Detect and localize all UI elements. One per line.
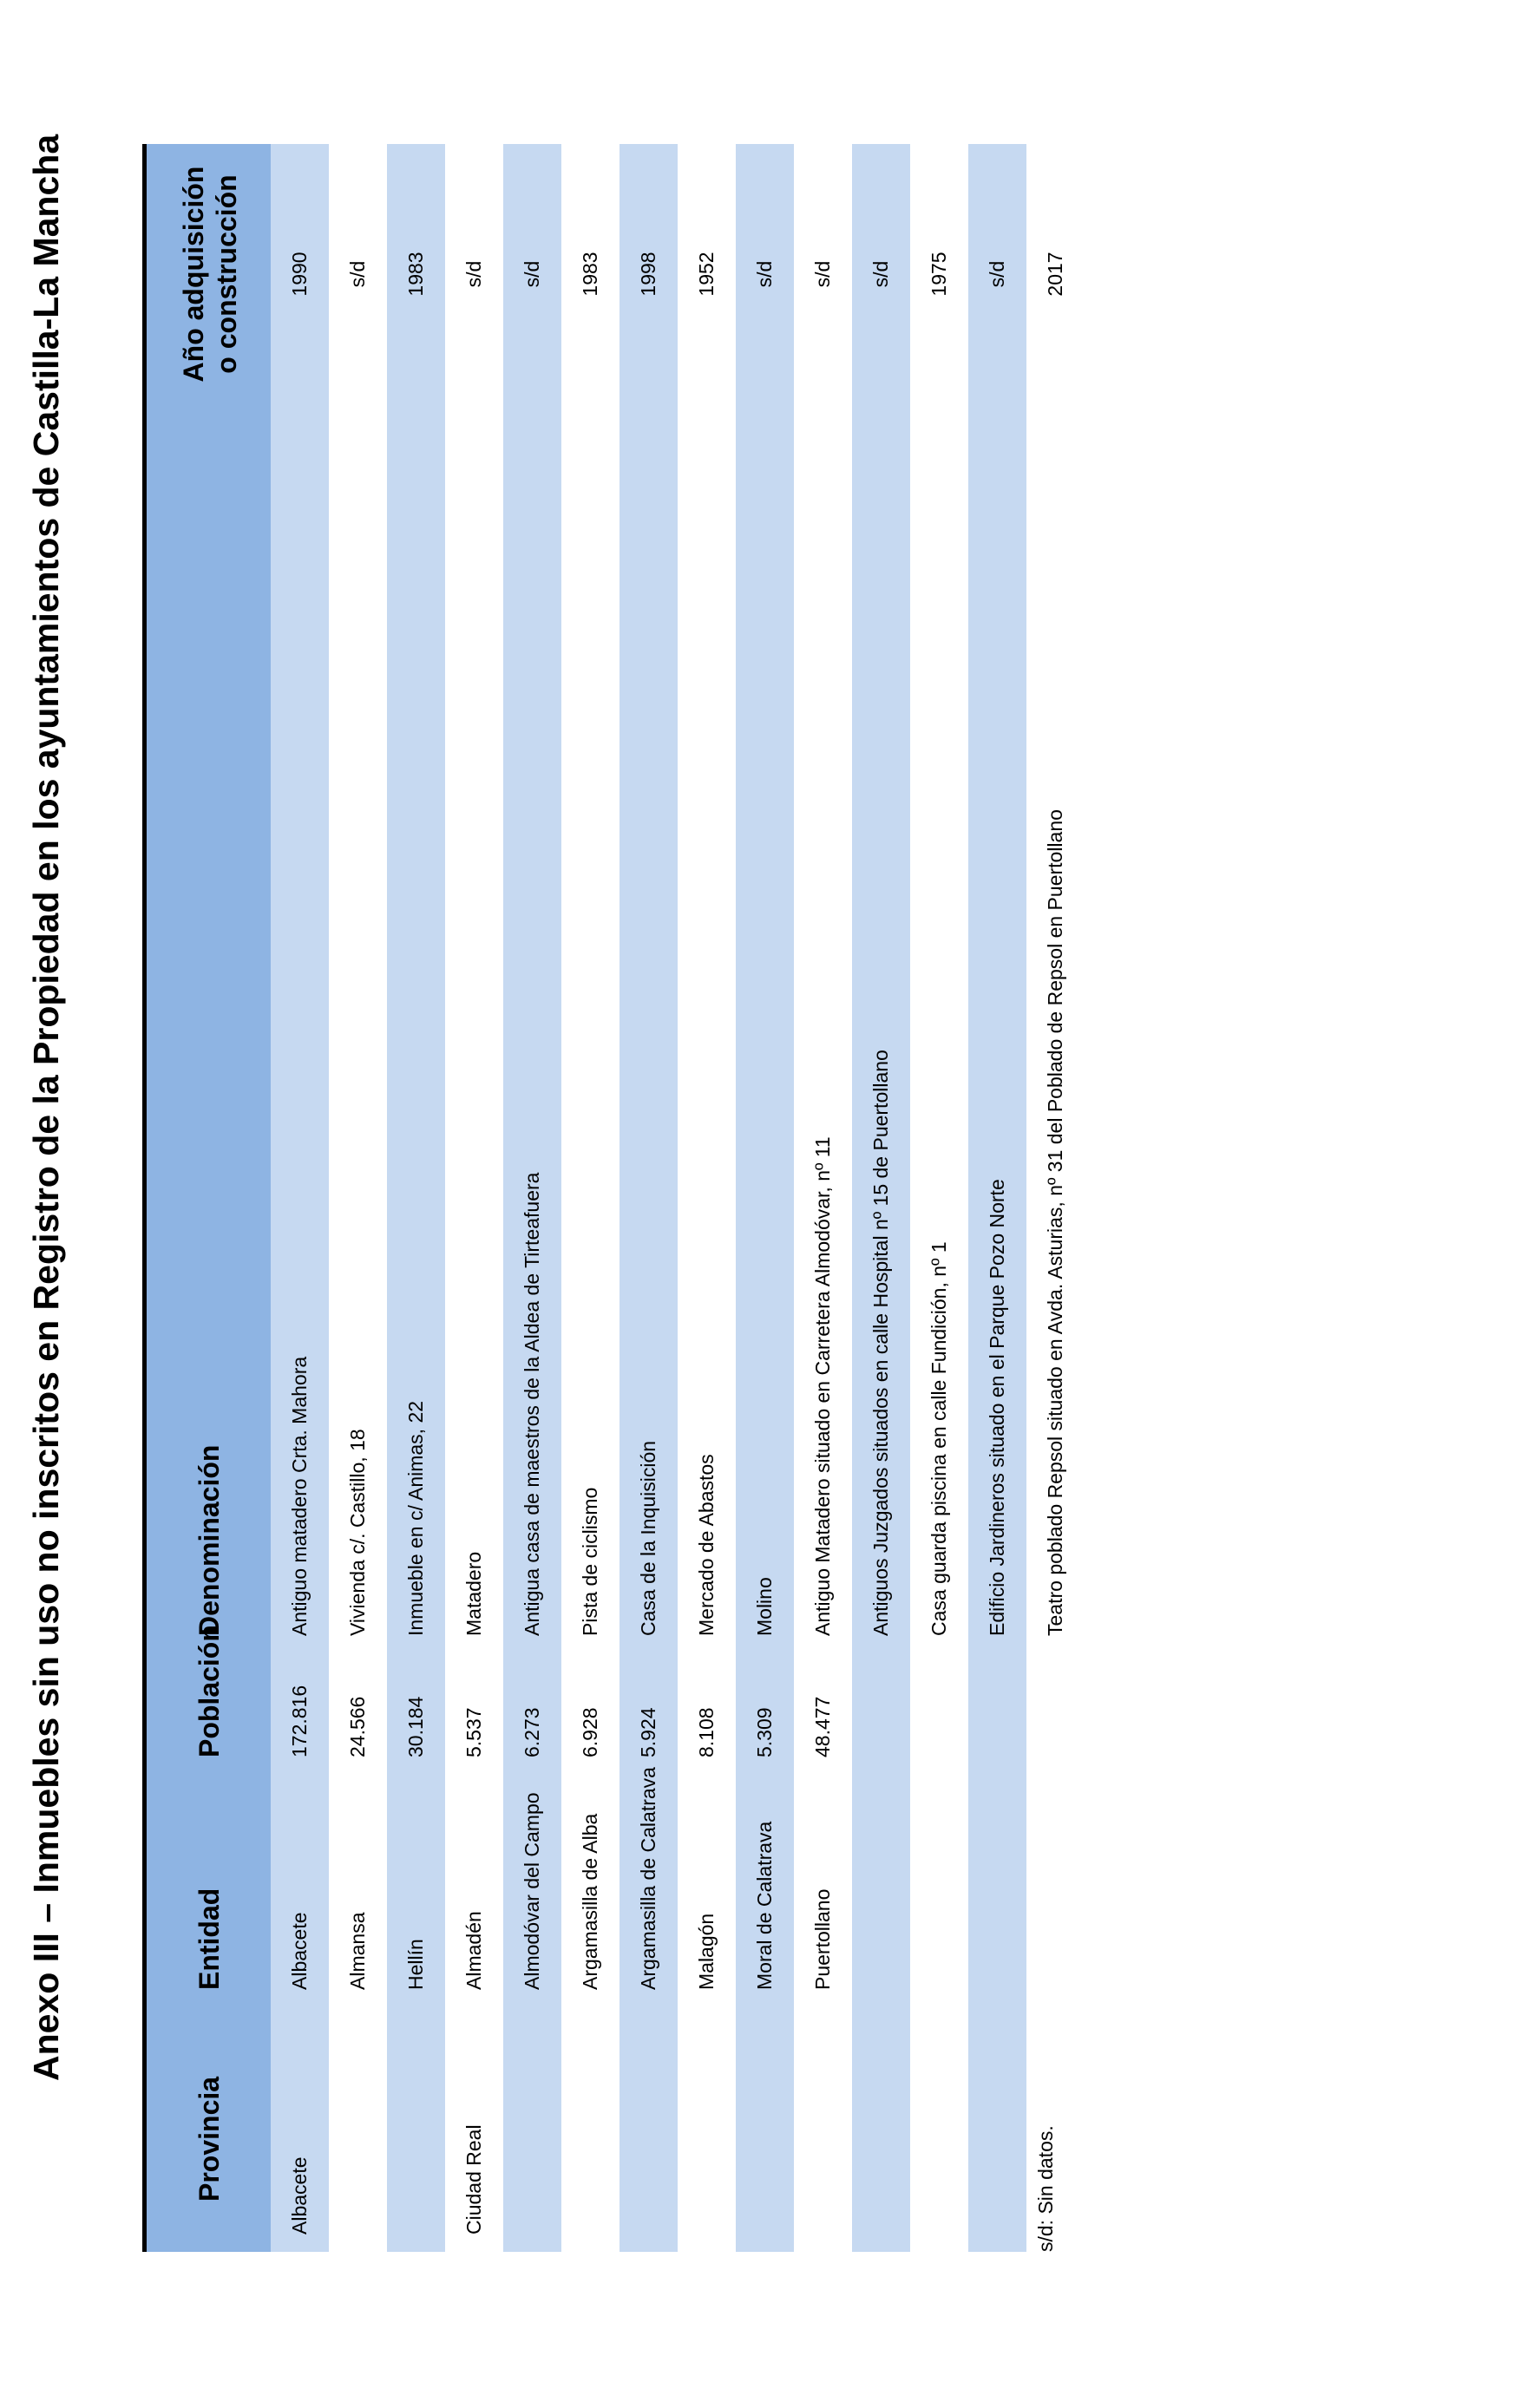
cell-denominacion: Inmueble en c/ Animas, 22 xyxy=(404,1400,427,1636)
cell-entidad: Albacete xyxy=(288,1912,311,1990)
cell-entidad: Almansa xyxy=(346,1912,369,1990)
cell-anio: 1983 xyxy=(404,252,427,297)
cell-anio: s/d xyxy=(521,260,543,288)
cell-denominacion: Mercado de Abastos xyxy=(695,1454,718,1636)
cell-anio: s/d xyxy=(869,260,892,288)
cell-denominacion: Vivienda c/. Castillo, 18 xyxy=(346,1429,369,1636)
table-header xyxy=(147,144,274,2252)
table-row xyxy=(271,144,329,2252)
table-row xyxy=(329,144,387,2252)
cell-poblacion: 24.566 xyxy=(346,1696,369,1757)
cell-entidad: Puertollano xyxy=(811,1888,834,1990)
table-row xyxy=(387,144,445,2252)
cell-anio: 1975 xyxy=(928,252,950,297)
table-row xyxy=(736,144,794,2252)
cell-denominacion: Antiguos Juzgados situados en calle Hospital nº 15 de Puertollano xyxy=(869,1050,892,1636)
cell-denominacion: Antiguo matadero Crta. Mahora xyxy=(288,1356,311,1636)
table-row xyxy=(561,144,620,2252)
cell-poblacion: 172.816 xyxy=(288,1685,311,1757)
header-denominacion: Denominación xyxy=(193,1444,225,1636)
cell-denominacion: Teatro poblado Repsol situado en Avda. Asturias, nº 31 del Poblado de Repsol en Puertollano xyxy=(1044,809,1066,1636)
header-anio xyxy=(147,161,272,387)
cell-entidad: Argamasilla de Alba xyxy=(579,1813,601,1990)
table-row xyxy=(968,144,1026,2252)
table-row xyxy=(794,144,852,2252)
cell-entidad: Hellín xyxy=(404,1939,427,1990)
cell-anio: 1998 xyxy=(637,252,659,297)
cell-anio: 1990 xyxy=(288,252,311,297)
table-row xyxy=(678,144,736,2252)
cell-denominacion: Pista de ciclismo xyxy=(579,1487,601,1636)
cell-denominacion: Antigua casa de maestros de la Aldea de Tirteafuera xyxy=(521,1172,543,1636)
table-row xyxy=(445,144,503,2252)
cell-anio: s/d xyxy=(986,260,1008,288)
table-row xyxy=(620,144,678,2252)
table-row xyxy=(910,144,968,2252)
table-row xyxy=(1026,144,1085,2252)
cell-provincia: Albacete xyxy=(288,2156,311,2235)
cell-poblacion: 6.273 xyxy=(521,1707,543,1757)
cell-denominacion: Antiguo Matadero situado en Carretera Almodóvar, nº 11 xyxy=(811,1136,834,1636)
cell-poblacion: 48.477 xyxy=(811,1696,834,1757)
cell-entidad: Malagón xyxy=(695,1913,718,1990)
footnote: s/d: Sin datos. xyxy=(1034,2125,1057,2252)
cell-denominacion: Casa guarda piscina en calle Fundición, nº 1 xyxy=(928,1241,950,1636)
cell-anio: 2017 xyxy=(1044,252,1066,297)
cell-entidad: Moral de Calatrava xyxy=(753,1821,776,1990)
cell-denominacion: Edificio Jardineros situado en el Parque Pozo Norte xyxy=(986,1179,1008,1636)
cell-poblacion: 6.928 xyxy=(579,1707,601,1757)
cell-denominacion: Molino xyxy=(753,1577,776,1636)
table-row xyxy=(852,144,910,2252)
cell-poblacion: 5.309 xyxy=(753,1707,776,1757)
cell-poblacion: 30.184 xyxy=(404,1696,427,1757)
cell-poblacion: 8.108 xyxy=(695,1707,718,1757)
cell-anio: s/d xyxy=(811,260,834,288)
cell-denominacion: Casa de la Inquisición xyxy=(637,1440,659,1636)
cell-entidad: Argamasilla de Calatrava xyxy=(637,1767,659,1990)
cell-entidad: Almadén xyxy=(462,1911,485,1990)
cell-entidad: Almodóvar del Campo xyxy=(521,1792,543,1990)
cell-poblacion: 5.924 xyxy=(637,1707,659,1757)
header-poblacion: Población xyxy=(193,1625,225,1757)
cell-poblacion: 5.537 xyxy=(462,1707,485,1757)
cell-anio: s/d xyxy=(346,260,369,288)
cell-anio: s/d xyxy=(753,260,776,288)
cell-anio: s/d xyxy=(462,260,485,288)
table-row xyxy=(503,144,561,2252)
header-anio-line1: Año adquisición xyxy=(177,166,209,383)
page-title: Anexo III – Inmuebles sin uso no inscritos en Registro de la Propiedad en los ayuntamientos de Castilla-La Mancha xyxy=(26,134,66,2081)
cell-denominacion: Matadero xyxy=(462,1551,485,1636)
cell-anio: 1983 xyxy=(579,252,601,297)
header-entidad: Entidad xyxy=(193,1888,225,1990)
cell-provincia: Ciudad Real xyxy=(462,2124,485,2235)
cell-anio: 1952 xyxy=(695,252,718,297)
header-provincia: Provincia xyxy=(193,2076,225,2202)
header-anio-line2: o construcción xyxy=(210,174,242,374)
